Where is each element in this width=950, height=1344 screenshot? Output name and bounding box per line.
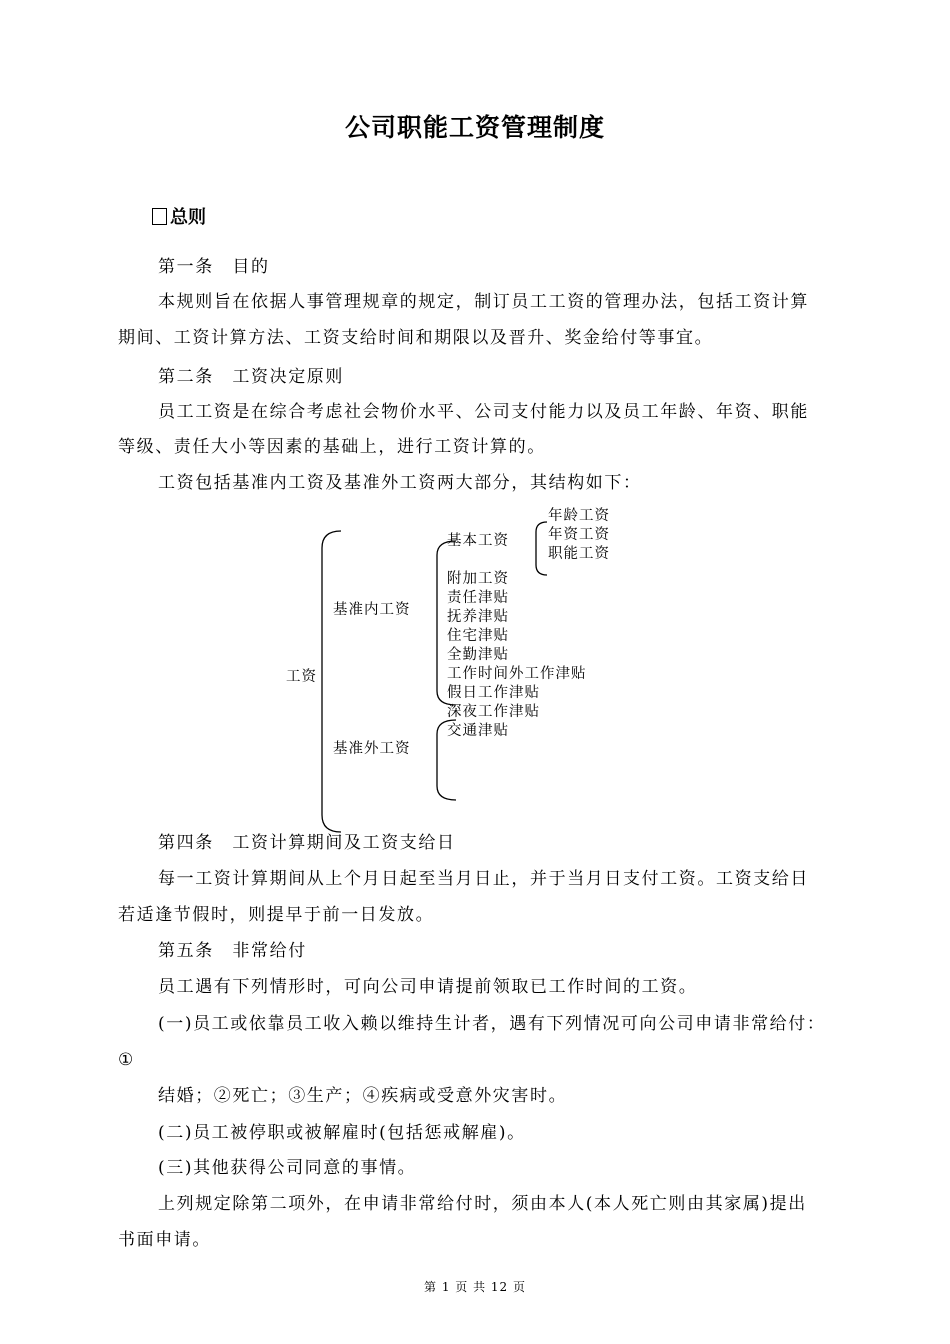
page-footer: 第 1 页 共 12 页 <box>424 1280 526 1294</box>
article-4-line-2: 若适逢节假时，则提早于前一日发放。 <box>118 905 435 925</box>
article-5-line-4: 结婚；②死亡；③生产；④疾病或受意外灾害时。 <box>158 1086 568 1106</box>
diagram-basic-item: 职能工资 <box>548 546 610 562</box>
basic-brace <box>536 522 547 575</box>
section-label: 总则 <box>170 207 206 228</box>
diagram-allowance-item: 责任津贴 <box>447 590 509 606</box>
article-1-line-2: 期间、工资计算方法、工资支给时间和期限以及晋升、奖金给付等事宜。 <box>118 328 714 348</box>
diagram-allowance-item: 深夜工作津贴 <box>447 704 540 720</box>
article-2-line-1: 员工工资是在综合考虑社会物价水平、公司支付能力以及员工年龄、年资、职能 <box>158 402 809 422</box>
article-1-line-1: 本规则旨在依据人事管理规章的规定，制订员工工资的管理办法，包括工资计算 <box>158 292 809 312</box>
diagram-allowance-item: 附加工资 <box>447 571 509 587</box>
article-4-heading: 第四条 工资计算期间及工资支给日 <box>158 833 456 853</box>
diagram-allowance-item: 交通津贴 <box>447 723 509 739</box>
article-5-line-7: 上列规定除第二项外，在申请非常给付时，须由本人(本人死亡则由其家属)提出 <box>158 1194 807 1214</box>
article-5-line-6: (三)其他获得公司同意的事情。 <box>158 1158 417 1178</box>
diagram-allowance-item: 抚养津贴 <box>447 609 509 625</box>
article-2-line-3: 工资包括基准内工资及基准外工资两大部分，其结构如下： <box>158 473 642 493</box>
root-brace <box>322 531 341 832</box>
diagram-basic-item: 年资工资 <box>548 527 610 543</box>
article-1-heading: 第一条 目的 <box>158 257 270 277</box>
article-5-line-5: (二)员工被停职或被解雇时(包括惩戒解雇)。 <box>158 1123 526 1143</box>
article-4-line-1: 每一工资计算期间从上个月日起至当月日止，并于当月日支付工资。工资支给日 <box>158 869 809 889</box>
diagram-internal-label: 基准内工资 <box>333 602 411 618</box>
article-5-line-2: (一)员工或依靠员工收入赖以维持生计者，遇有下列情况可向公司申请非常给付： <box>158 1014 826 1034</box>
page-title: 公司职能工资管理制度 <box>344 113 605 142</box>
article-2-heading: 第二条 工资决定原则 <box>158 367 344 387</box>
article-5-line-8: 书面申请。 <box>118 1230 211 1250</box>
diagram-allowance-item: 住宅津贴 <box>447 628 509 644</box>
diagram-root-label: 工资 <box>286 669 317 685</box>
article-5-line-1: 员工遇有下列情形时，可向公司申请提前领取已工作时间的工资。 <box>158 977 698 997</box>
diagram-external-label: 基准外工资 <box>333 741 411 757</box>
article-5-heading: 第五条 非常给付 <box>158 941 307 961</box>
article-5-line-3: ① <box>118 1050 135 1070</box>
diagram-basic-item: 年龄工资 <box>548 508 610 524</box>
diagram-allowance-item: 假日工作津贴 <box>447 685 540 701</box>
diagram-basic-label: 基本工资 <box>447 533 509 549</box>
diagram-allowance-item: 工作时间外工作津贴 <box>447 666 587 682</box>
diagram-allowance-item: 全勤津贴 <box>447 647 509 663</box>
article-2-line-2: 等级、责任大小等因素的基础上，进行工资计算的。 <box>118 437 546 457</box>
